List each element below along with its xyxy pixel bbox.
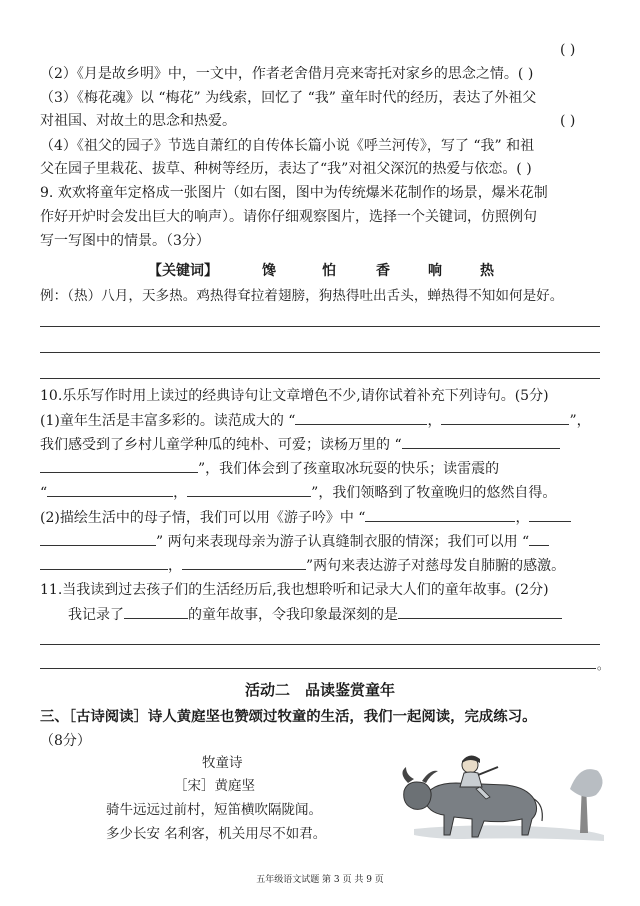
q9-line2: 作好开炉时会发出巨大的响声）。请你仔细观察图片，选择一个关键词，仿照例句 <box>40 209 537 225</box>
q10-p1-row2 <box>40 434 560 455</box>
buffalo-horn <box>402 767 414 783</box>
buffalo-horn <box>422 771 438 783</box>
poem-line1: 骑牛远远过前村，短笛横吹隔陇闻。 <box>106 802 322 818</box>
q9-keyword[interactable]: 怕 <box>322 263 336 279</box>
q10-intro: 10.乐乐写作时用上读过的经典诗句让文章增色不少,请你试着补充下列诗句。(5分) <box>40 388 549 404</box>
q10-p1-text-a: (1)童年生活是丰富多彩的。读范成大的 “ <box>40 413 296 429</box>
poem-line2: 多少长安 名利客，机关用尽不如君。 <box>106 826 327 842</box>
q10-p2-row1 <box>40 507 571 528</box>
page-footer: 五年级语文试题 第 3 页 共 9 页 <box>256 875 384 885</box>
tree-crown <box>570 769 603 797</box>
q11-intro: 11.当我读到过去孩子们的生活经历后,我也想聆听和记录大人们的童年故事。(2分) <box>40 582 549 598</box>
q11-answer-line[interactable] <box>40 644 600 645</box>
q10-blank[interactable] <box>441 410 569 425</box>
q8-item-3-line1: （3）《梅花魂》以 “梅花” 为线索，回忆了 “我” 童年时代的经历，表达了外祖父 <box>40 90 537 106</box>
q9-answer-line[interactable] <box>40 378 600 379</box>
q8-answer-paren-top[interactable]: ( ) <box>560 42 576 58</box>
q9-keyword[interactable]: 馋 <box>262 263 276 279</box>
q11-row1 <box>68 604 562 625</box>
flute-icon <box>478 767 498 775</box>
q8-item-4-line2: 父在园子里栽花、拔草、种树等经历，表达了“我”对祖父深沉的热爱与依恋。( ) <box>40 161 532 177</box>
q8-item-3-paren[interactable]: ( ) <box>560 113 576 129</box>
q10-p1-row4 <box>40 482 556 503</box>
q10-p1-text-b: 我们感受到了乡村儿童学种瓜的纯朴、可爱；读杨万里的 “ <box>40 437 402 453</box>
q10-p2-comma-2: ， <box>168 558 182 574</box>
q10-blank[interactable] <box>295 410 427 425</box>
q10-p1-close: ”， <box>569 413 591 429</box>
q10-p2-comma: ， <box>515 510 530 526</box>
q10-blank[interactable] <box>47 482 173 497</box>
q9-answer-line[interactable] <box>40 326 600 327</box>
buffalo-head <box>404 782 431 809</box>
q10-blank[interactable] <box>365 507 515 522</box>
q9-keyword[interactable]: 热 <box>480 263 494 279</box>
q10-p2-row3 <box>40 555 565 576</box>
q10-blank[interactable] <box>187 482 311 497</box>
q11-blank[interactable] <box>398 604 562 619</box>
q10-p2-text-a: (2)描绘生活中的母子情，我们可以用《游子吟》中 “ <box>40 510 366 526</box>
q10-p2-row2 <box>40 531 549 552</box>
q11-end-mark: 。 <box>597 658 610 672</box>
q9-example: 例：（热）八月，天多热。鸡热得耷拉着翅膀，狗热得吐出舌头，蝉热得不知如何是好。 <box>40 288 564 304</box>
q10-p1-row3 <box>40 458 499 479</box>
q8-item-4-line1: （4）《祖父的园子》节选自萧红的自传体长篇小说《呼兰河传》，写了 “我” 和祖 <box>40 138 535 154</box>
q10-p1-text-d: ”，我们领略到了牧童晚归的悠然自得。 <box>311 485 557 501</box>
poem-author: ［宋］黄庭坚 <box>174 778 255 794</box>
q9-answer-line[interactable] <box>40 352 600 353</box>
q11-blank[interactable] <box>124 604 188 619</box>
q10-p1-d-comma: ， <box>173 485 188 501</box>
q9-keyword-label: 【关键词】 <box>148 263 218 279</box>
q10-blank[interactable] <box>40 458 198 473</box>
ground-shape <box>414 825 604 841</box>
q11-answer-line[interactable] <box>40 668 596 669</box>
q10-p2-text-c: ”两句来表达游子对慈母发自肺腑的感激。 <box>306 558 566 574</box>
q10-blank[interactable] <box>529 531 549 546</box>
section3-line2: （8分） <box>40 733 91 749</box>
q10-p2-text-b: ” 两句来表现母亲为游子认真缝制衣服的情深；我们可以用 “ <box>156 534 530 550</box>
q10-blank[interactable] <box>40 555 168 570</box>
q11-text-a: 我记录了 <box>68 607 124 623</box>
q10-blank[interactable] <box>40 531 156 546</box>
q9-keyword[interactable]: 响 <box>428 263 442 279</box>
q10-p1-text-c: ”，我们体会到了孩童取冰玩耍的快乐；读雷震的 <box>198 461 500 477</box>
q8-item-2: （2）《月是故乡明》中，一文中，作者老舍借月亮来寄托对家乡的思念之情。( ) <box>40 66 534 82</box>
q10-p1-comma: ， <box>427 413 442 429</box>
q10-blank[interactable] <box>529 507 571 522</box>
activity-title: 活动二 品读鉴赏童年 <box>244 681 395 699</box>
q10-blank[interactable] <box>182 555 306 570</box>
q9-line3: 写一写图中的情景。（3分） <box>40 233 210 249</box>
q8-item-3-line2: 对祖国、对故土的思念和热爱。 <box>40 113 236 129</box>
q10-p1-row1 <box>40 410 591 431</box>
buffalo-boy-illustration <box>394 743 608 845</box>
q9-line1: 9. 欢欢将童年定格成一张图片（如右图，图中为传统爆米花制作的场景，爆米花制 <box>40 185 548 201</box>
q9-keyword[interactable]: 香 <box>376 263 390 279</box>
section3-line1: 三、［古诗阅读］诗人黄庭坚也赞颂过牧童的生活，我们一起阅读，完成练习。 <box>40 708 537 725</box>
q10-p1-open: “ <box>40 485 48 501</box>
q11-text-b: 的童年故事，令我印象最深刻的是 <box>188 607 398 623</box>
poem-title: 牧童诗 <box>202 755 243 771</box>
q10-blank[interactable] <box>402 434 560 449</box>
